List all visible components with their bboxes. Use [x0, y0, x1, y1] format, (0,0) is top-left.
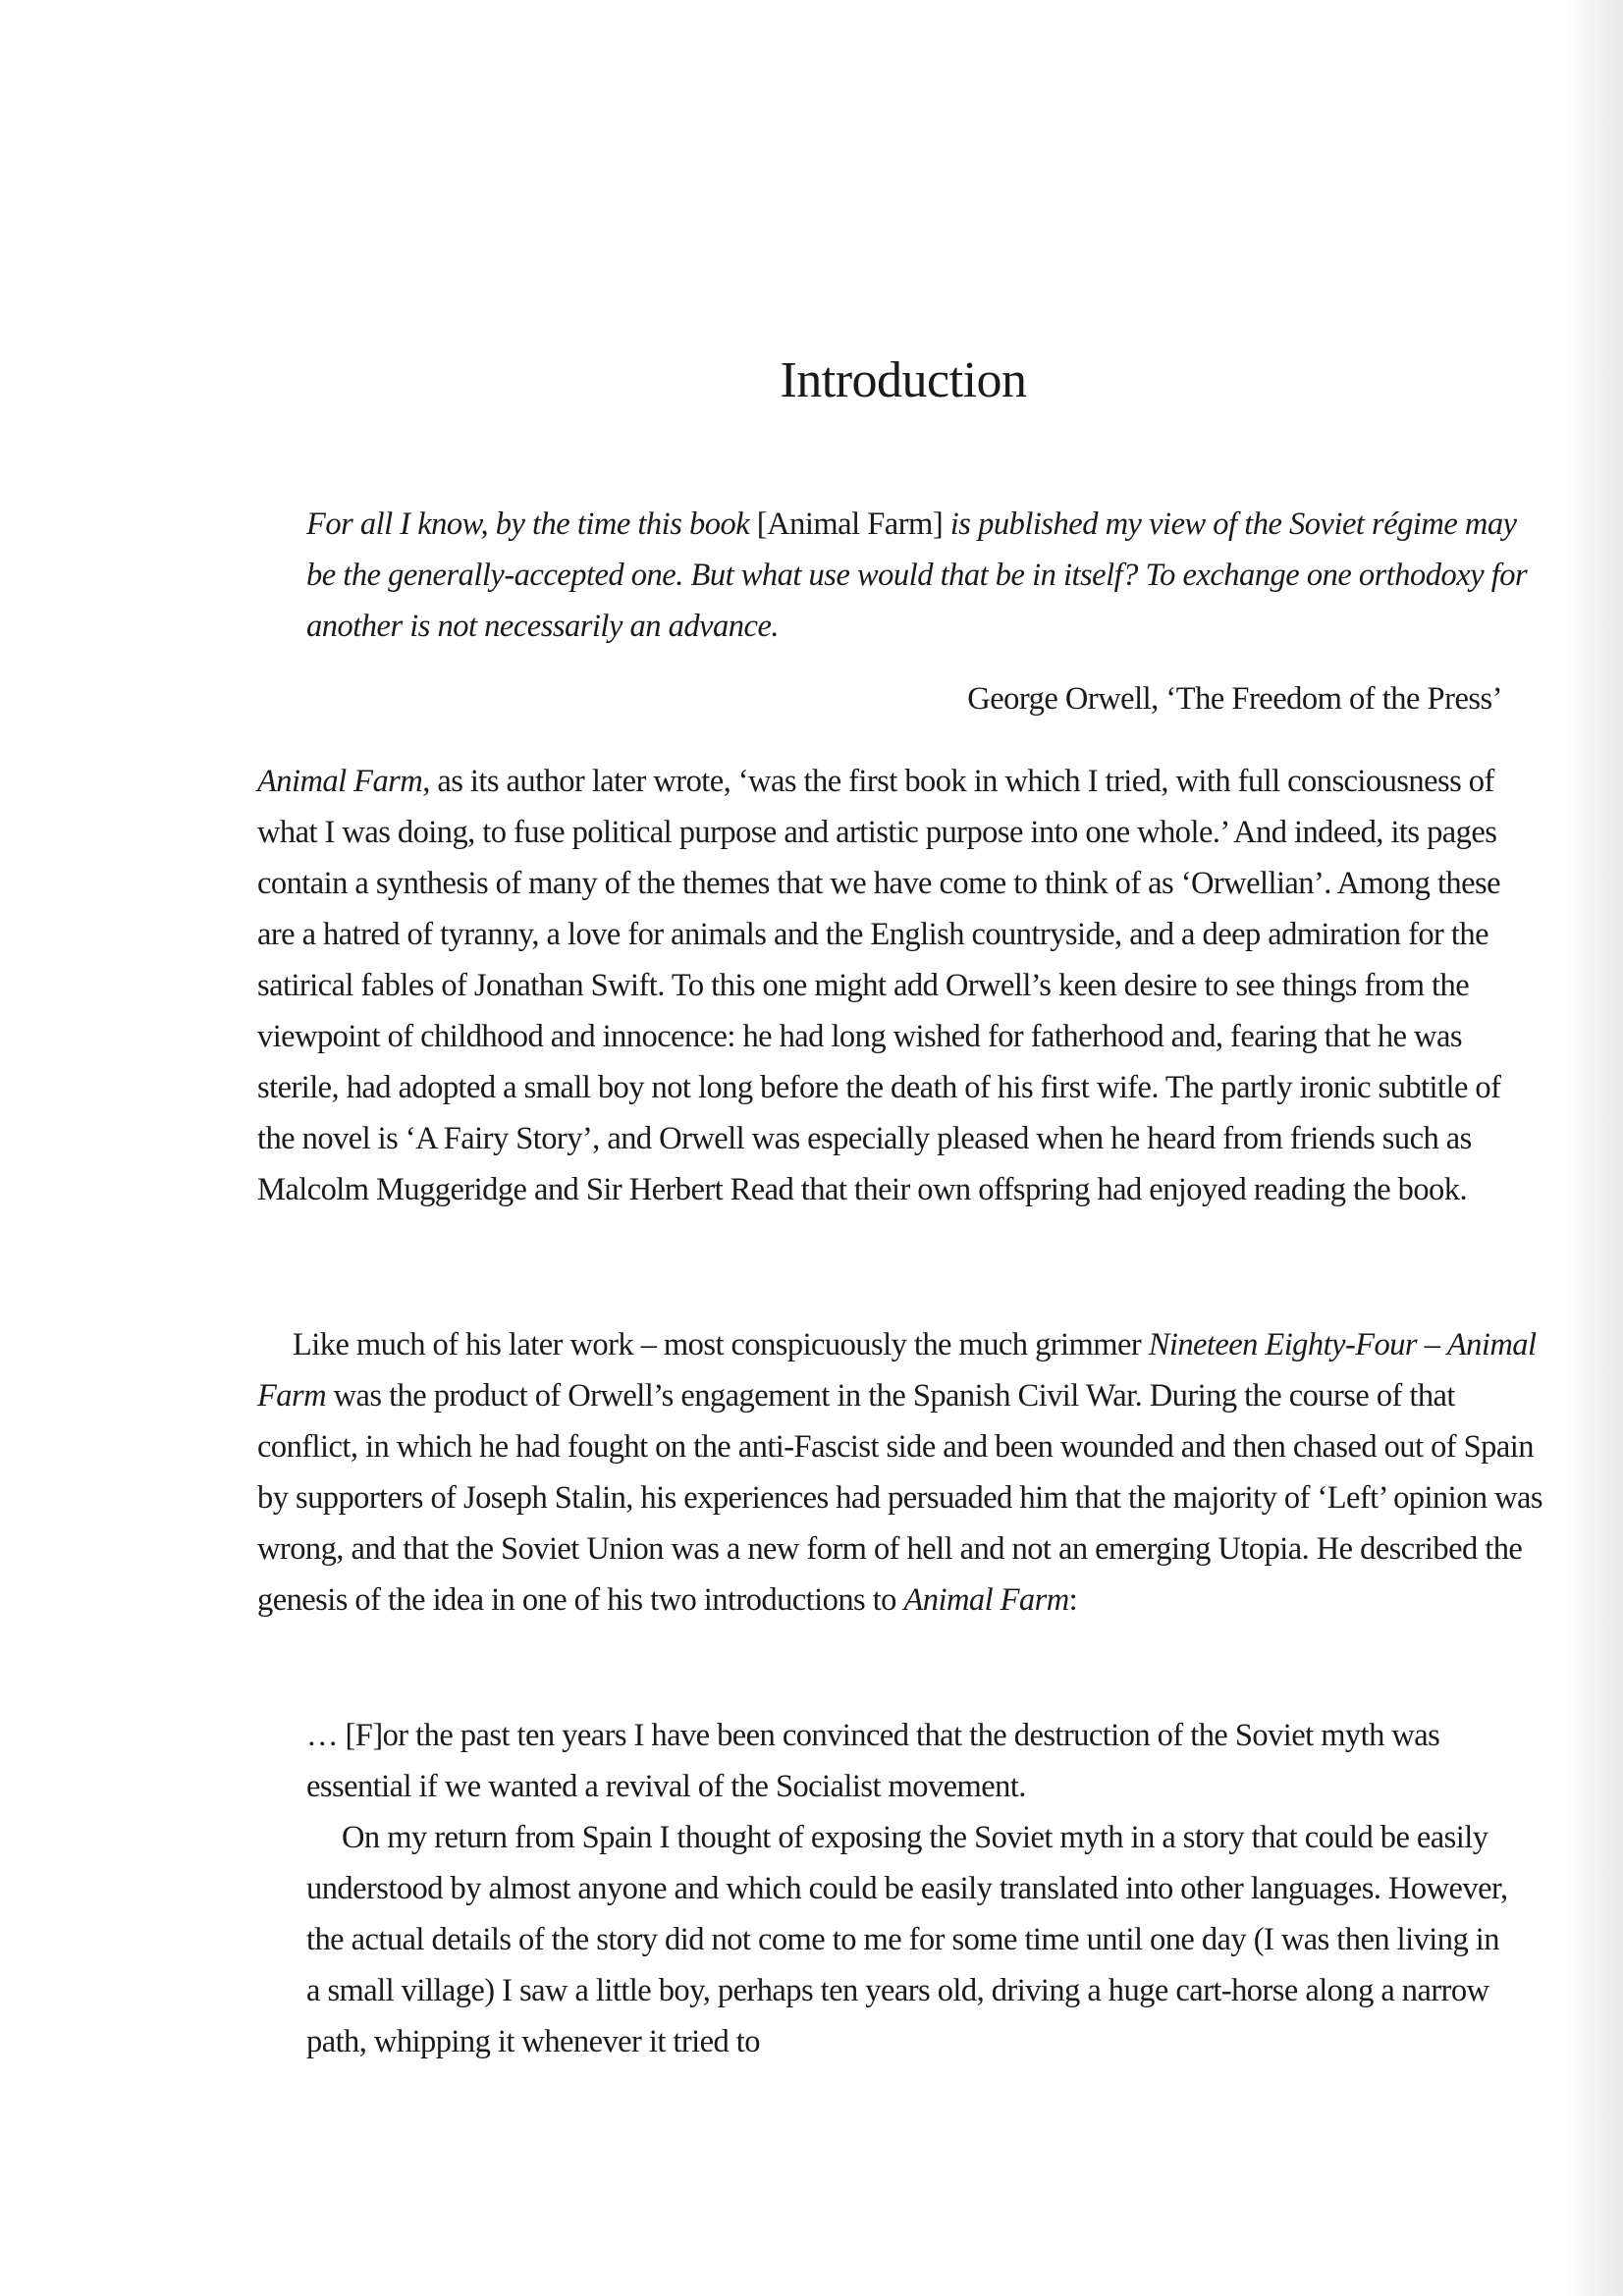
epigraph-quote [306, 499, 1534, 652]
block-quote-paragraph-1: … [F]or the past ten years I have been convinced that the destruction of the Soviet myth was essential if we wanted a revival of the Socialist movement. [306, 1718, 1440, 1804]
paragraph-2-lead: Like much of his later work – most conspicuously the much grimmer [293, 1327, 1149, 1362]
epigraph-attribution: George Orwell, ‘The Freedom of the Press’ [967, 681, 1502, 717]
paragraph-1-text: , as its author later wrote, ‘was the first book in which I tried, with full consciousness of what I was doing, to fuse political purpose and artistic purpose into one whole.’ And indeed, its pages contain a synthesis of many of the themes that we have come to think of as ‘Orwellian’. Among these are a hatred of tyranny, a love for animals and the English countryside, and a deep admiration for the satirical fables of Jonathan Swift. To this one might add Orwell’s keen desire to see things from the viewpoint of childhood and innocence: he had long wished for fatherhood and, fearing that he was sterile, had adopted a small boy not long before the death of his first wife. The partly ironic subtitle of the novel is ‘A Fairy Story’, and Orwell was especially pleased when he heard from friends such as Malcolm Muggeridge and Sir Herbert Read that their own offspring had enjoyed reading the book. [257, 764, 1501, 1207]
epigraph-text-2: is published my view of the Soviet régime may be the generally-accepted one. But what use would that be in itself? To exchange one orthodoxy for another is not necessarily an advance. [306, 507, 1528, 644]
paragraph-2-middle: was the product of Orwell’s engagement in the Spanish Civil War. During the course of that conflict, in which he had fought on the anti-Fascist side and been wounded and then chased out of Spain by supporters of Joseph Stalin, his experiences had persuaded him that the majority of ‘Left’ opinion was wrong, and that the Soviet Union was a new form of hell and not an emerging Utopia. He described the genesis of the idea in one of his two introductions to [257, 1378, 1543, 1618]
book-title-animal-farm-3: Animal Farm [903, 1582, 1069, 1618]
paragraph-2-end: : [1068, 1582, 1078, 1618]
paragraph-2-dash: – [1417, 1327, 1447, 1362]
book-title-animal-farm-2: Animal Farm [257, 1327, 1537, 1414]
chapter-title: Introduction [780, 352, 1027, 408]
book-title-nineteen-eighty-four: Nineteen Eighty-Four [1148, 1327, 1418, 1362]
book-title-animal-farm: Animal Farm [257, 764, 423, 799]
block-quote-paragraph-2: On my return from Spain I thought of exposing the Soviet myth in a story that could be easily understood by almost anyone and which could be easily translated into other languages. However, the actual details of the story did not come to me for some time until one day (I was then living in a small village) I saw a little boy, perhaps ten years old, driving a huge cart-horse along a narrow path, whipping it whenever it tried to [306, 1820, 1508, 2059]
body-paragraph-1 [257, 756, 1543, 1215]
epigraph-text-1: For all I know, by the time this book [306, 507, 757, 542]
epigraph-bracket: [Animal Farm] [756, 507, 944, 542]
body-paragraph-2 [257, 1319, 1543, 1626]
